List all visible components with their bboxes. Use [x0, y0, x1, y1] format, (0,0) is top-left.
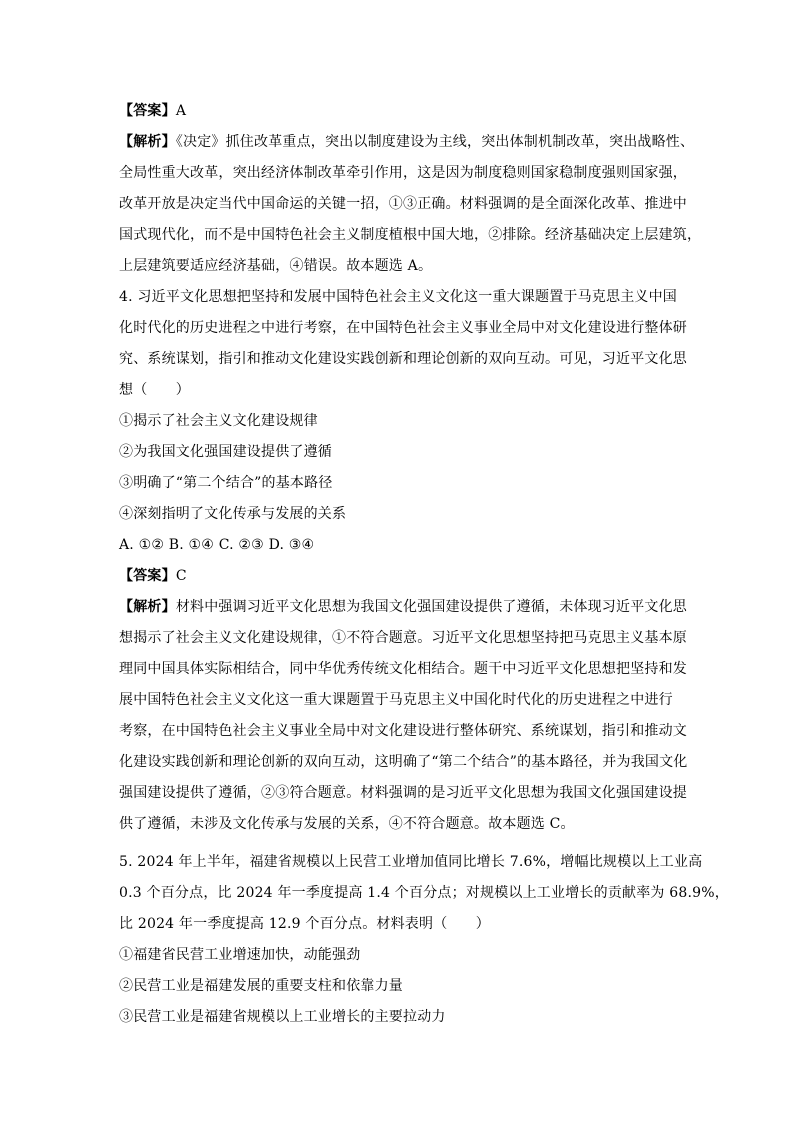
q4-analysis-line-6: 化建设实践创新和理论创新的双向互动，这明确了“第二个结合”的基本路径，并为我国文化: [119, 754, 688, 770]
q4-analysis-line-4: 展中国特色社会主义文化这一重大课题置于马克思主义中国化时代化的历史进程之中进行: [119, 692, 673, 708]
q4-option-4: ④深刻指明了文化传承与发展的关系: [119, 506, 347, 522]
answer-value: A: [175, 103, 187, 119]
q4-answer-line: [119, 566, 187, 586]
q4-analysis-line-1: [119, 597, 687, 617]
q5-option-1: ①福建省民营工业增速加快，动能强劲: [119, 947, 361, 963]
q4-analysis-line-7: 强国建设提供了遵循，②③符合题意。材料强调的是习近平文化思想为我国文化强国建设提: [119, 785, 687, 801]
analysis-text: 《决定》抓住改革重点，突出以制度建设为主线，突出体制机制改革，突出战略性、: [175, 134, 695, 150]
q3-answer-line: [119, 101, 186, 121]
q3-analysis-line-4: 国式现代化，而不是中国特色社会主义制度植根中国大地，②排除。经济基础决定上层建筑，: [119, 227, 702, 243]
q4-option-3: ③明确了“第二个结合”的基本路径: [119, 475, 333, 491]
q4-stem-line-1: 4. 习近平文化思想把坚持和发展中国特色社会主义文化这一重大课题置于马克思主义中国: [119, 289, 678, 305]
analysis-tag: 【解析】: [119, 134, 176, 150]
q4-stem-line-3: 究、系统谋划，指引和推动文化建设实践创新和理论创新的双向互动。可见，习近平文化思: [119, 351, 687, 367]
q3-analysis-line-3: 改革开放是决定当代中国命运的关键一招，①③正确。材料强调的是全面深化改革、推进中: [119, 196, 687, 212]
q4-choices: A. ①② B. ①④ C. ②③ D. ③④: [119, 537, 315, 553]
analysis-text: 材料中强调习近平文化思想为我国文化强国建设提供了遵循，未体现习近平文化思: [175, 599, 688, 615]
answer-tag: 【答案】: [119, 568, 176, 584]
q5-stem-line-3: 比 2024 年一季度提高 12.9 个百分点。材料表明（ ）: [119, 916, 491, 932]
q4-analysis-line-3: 理同中国具体实际相结合，同中华优秀传统文化相结合。题干中习近平文化思想把坚持和发: [119, 661, 687, 677]
q4-stem-line-2: 化时代化的历史进程之中进行考察，在中国特色社会主义事业全局中对文化建设进行整体研: [119, 320, 687, 336]
q3-analysis-line-1: [119, 132, 694, 152]
q5-option-2: ②民营工业是福建发展的重要支柱和依靠力量: [119, 978, 403, 994]
q5-option-3: ③民营工业是福建省规模以上工业增长的主要拉动力: [119, 1009, 446, 1025]
answer-tag: 【答案】: [119, 103, 176, 119]
q3-analysis-line-5: 上层建筑要适应经济基础，④错误。故本题选 A。: [119, 258, 433, 274]
q3-analysis-line-2: 全局性重大改革，突出经济体制改革牵引作用，这是因为制度稳则国家稳制度强则国家强，: [119, 165, 687, 181]
answer-value: C: [175, 568, 187, 584]
q5-stem-line-2: 0.3 个百分点，比 2024 年一季度提高 1.4 个百分点；对规模以上工业增长的贡献率为 68.9%，: [119, 885, 729, 901]
q4-option-2: ②为我国文化强国建设提供了遵循: [119, 444, 332, 460]
q5-stem-line-1: 5. 2024 年上半年，福建省规模以上民营工业增加值同比增长 7.6%，增幅比规模以上工业高: [119, 854, 703, 870]
q4-analysis-line-5: 考察，在中国特色社会主义事业全局中对文化建设进行整体研究、系统谋划，指引和推动文: [119, 723, 687, 739]
q4-analysis-line-8: 供了遵循，未涉及文化传承与发展的关系，④不符合题意。故本题选 C。: [119, 816, 575, 832]
q4-analysis-line-2: 想揭示了社会主义文化建设规律，①不符合题意。习近平文化思想坚持把马克思主义基本原: [119, 630, 687, 646]
q4-option-1: ①揭示了社会主义文化建设规律: [119, 413, 318, 429]
analysis-tag: 【解析】: [119, 599, 176, 615]
q4-stem-line-4: 想（ ）: [119, 382, 190, 398]
